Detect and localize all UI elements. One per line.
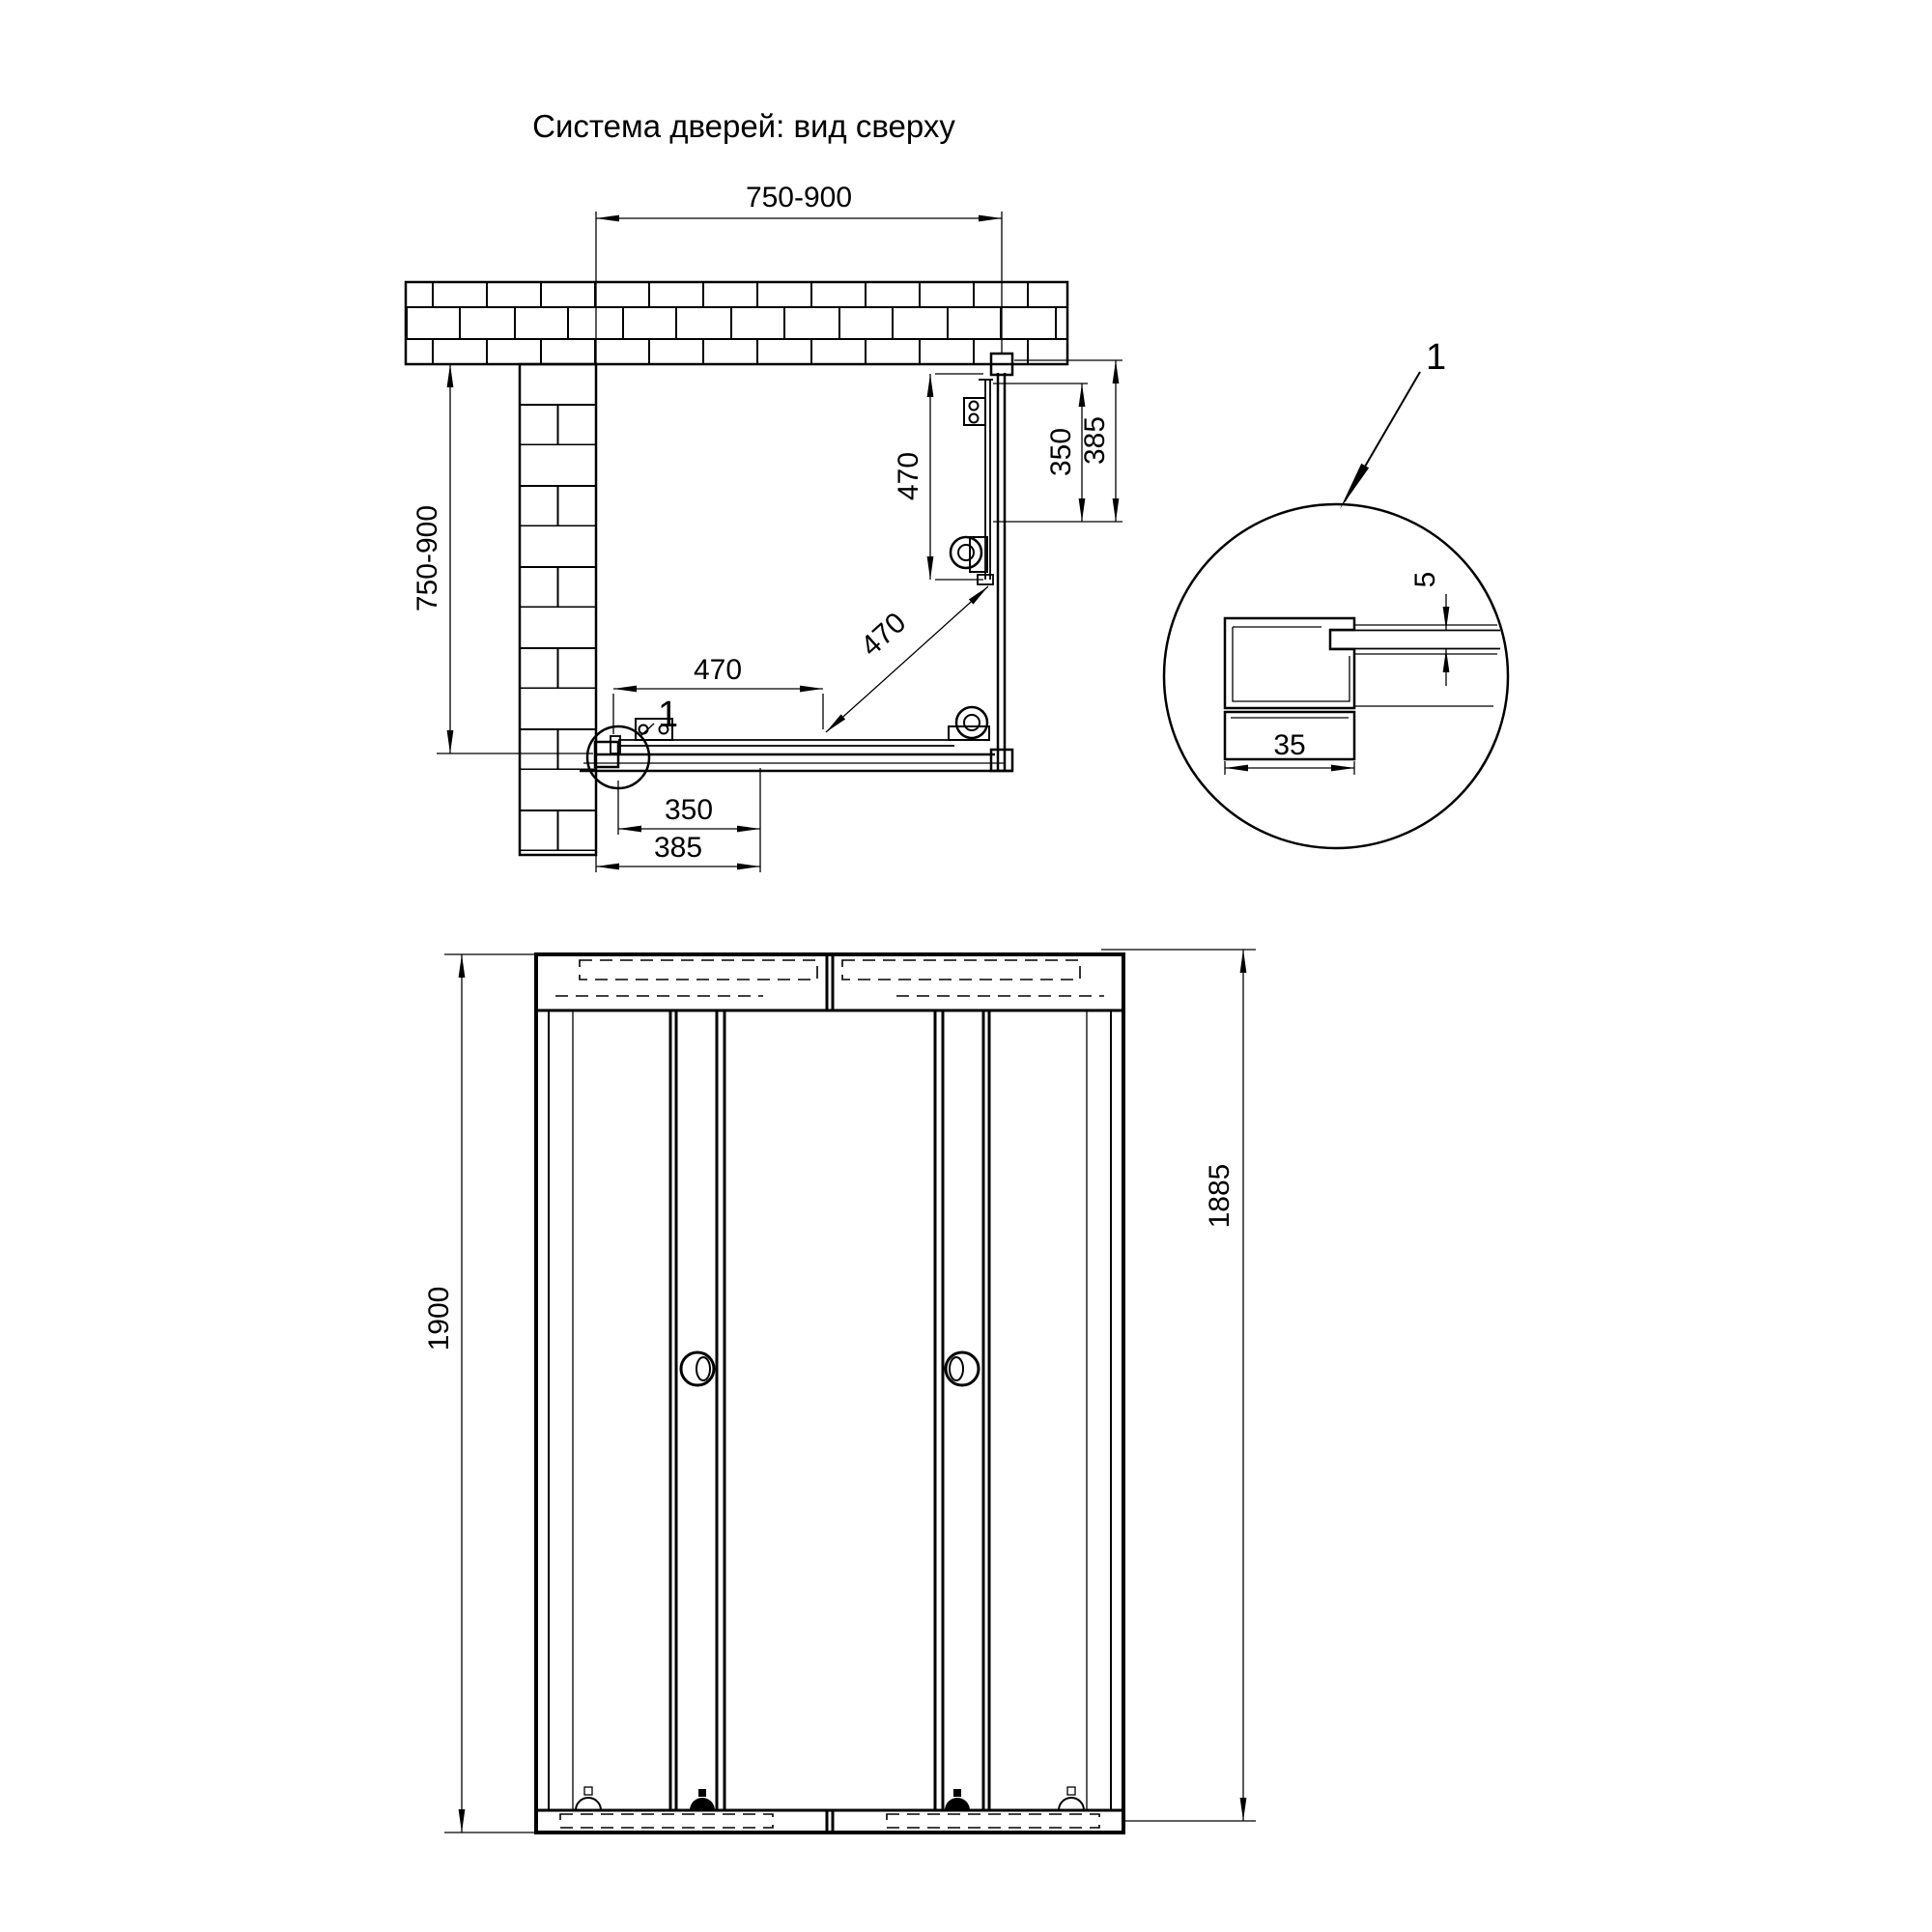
detail-circle — [1164, 504, 1508, 848]
profile-section — [1225, 618, 1500, 759]
dim-35-text: 35 — [1273, 729, 1306, 761]
side-door-panel — [951, 380, 993, 584]
bottom-roller — [945, 1798, 970, 1810]
dim-depth-left-text: 750-900 — [412, 504, 443, 612]
dim-1885-text: 1885 — [1204, 1163, 1236, 1229]
dim-side-385-text: 385 — [1079, 415, 1111, 466]
left-door-unit — [573, 1010, 724, 1810]
dim-side-470-text: 470 — [893, 451, 924, 501]
detail-view — [1164, 337, 1508, 848]
dim-bottom-385-text: 385 — [653, 832, 703, 864]
dim-diagonal-text: 470 — [855, 606, 913, 663]
plan-view — [406, 182, 1122, 872]
bottom-roller — [690, 1798, 715, 1810]
dim-height-1900 — [423, 954, 534, 1833]
dim-profile-35 — [1225, 729, 1354, 775]
door-knob — [951, 537, 981, 568]
dim-bottom-door-470 — [613, 654, 823, 734]
dim-5-text: 5 — [1409, 571, 1441, 588]
leader-arrow-icon — [1340, 464, 1369, 509]
left-wall-brick — [520, 364, 596, 855]
bottom-guide — [1059, 1798, 1084, 1810]
top-wall-brick — [406, 282, 1067, 364]
door-knob — [956, 707, 987, 738]
dim-width-top-text: 750-900 — [745, 182, 853, 213]
detail-label: 1 — [1426, 337, 1447, 378]
right-door-unit — [935, 1010, 1087, 1810]
front-frame — [536, 954, 1123, 1833]
top-rail-hidden-parts — [555, 960, 1104, 996]
dim-bottom-door-385 — [596, 832, 760, 872]
bottom-guide — [576, 1798, 601, 1810]
dim-glass-5 — [1409, 572, 1446, 686]
dim-bottom-470-text: 470 — [693, 654, 743, 686]
page-title: Система дверей: вид сверху — [532, 108, 955, 144]
dim-bottom-350-text: 350 — [664, 794, 714, 826]
corner-junction — [827, 954, 833, 1833]
right-frame-profile — [991, 354, 1012, 771]
front-view — [423, 950, 1256, 1833]
dim-side-350-text: 350 — [1045, 427, 1077, 477]
bottom-rail-hidden-parts — [560, 1814, 1099, 1828]
plan-detail-label: 1 — [658, 695, 679, 735]
dim-1900-text: 1900 — [423, 1286, 455, 1351]
